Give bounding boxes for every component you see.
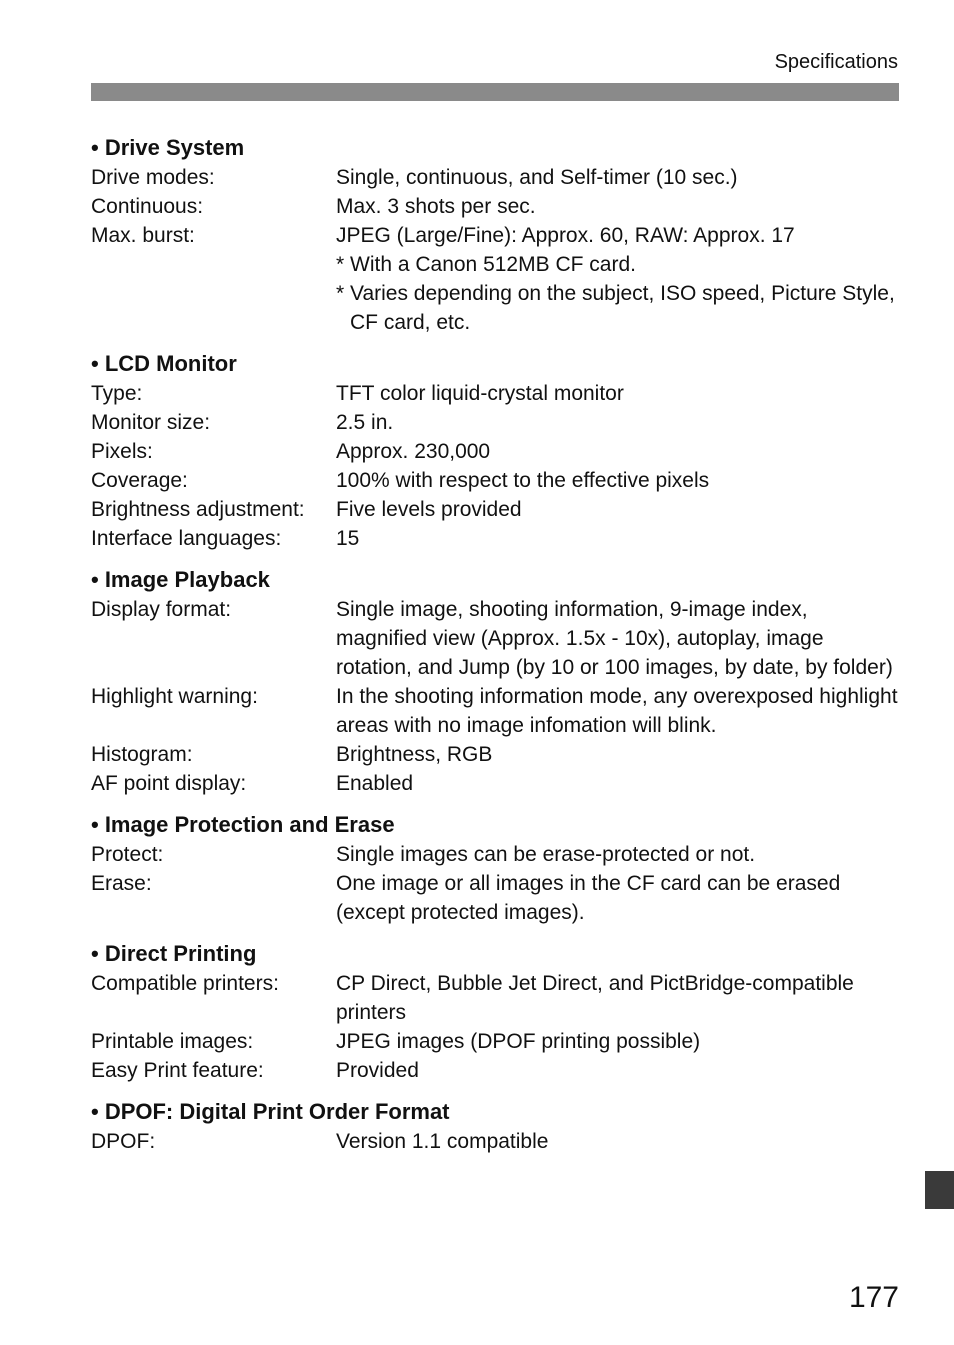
spec-value: Max. 3 shots per sec.: [336, 195, 536, 218]
spec-value: Version 1.1 compatible: [336, 1130, 549, 1153]
section-title: • Image Protection and Erase: [91, 812, 395, 837]
spec-value: One image or all images in the CF card can be erased (except protected images).: [336, 872, 841, 924]
spec-row: [91, 740, 899, 769]
spec-label: DPOF:: [91, 1130, 156, 1153]
spec-row: [91, 379, 899, 408]
spec-row: [91, 840, 899, 869]
spec-label: Display format:: [91, 598, 232, 621]
spec-label: Monitor size:: [91, 411, 211, 434]
section-title: • LCD Monitor: [91, 351, 237, 376]
running-head-title: Specifications: [774, 51, 898, 73]
spec-value: CP Direct, Bubble Jet Direct, and PictBridge-compatible printers: [336, 972, 854, 1024]
spec-value: Brightness, RGB: [336, 743, 493, 766]
spec-value: In the shooting information mode, any overexposed highlight areas with no image infomation will blink.: [336, 685, 898, 737]
section-drive-system: [91, 133, 899, 337]
spec-label: Type:: [91, 382, 143, 405]
spec-value: Five levels provided: [336, 498, 522, 521]
spec-row: [91, 869, 899, 927]
spec-label: Max. burst:: [91, 224, 195, 247]
chapter-tab-marker: [925, 1171, 954, 1209]
spec-row: [91, 969, 899, 1027]
spec-value: Enabled: [336, 772, 414, 795]
spec-label: Pixels:: [91, 440, 153, 463]
spec-value: Single images can be erase-protected or not.: [336, 843, 756, 866]
spec-row: [91, 1127, 899, 1156]
spec-value: Provided: [336, 1059, 419, 1082]
spec-label: Easy Print feature:: [91, 1059, 264, 1082]
header-bar: [91, 83, 899, 101]
spec-row: [91, 524, 899, 553]
spec-value: 100% with respect to the effective pixels: [336, 469, 710, 492]
spec-value: JPEG images (DPOF printing possible): [336, 1030, 701, 1053]
spec-label: Coverage:: [91, 469, 188, 492]
spec-row: [91, 1056, 899, 1085]
spec-row: [91, 408, 899, 437]
spec-label: Brightness adjustment:: [91, 498, 305, 521]
spec-label: AF point display:: [91, 772, 247, 795]
spec-value: 15: [336, 527, 360, 550]
spec-label: Histogram:: [91, 743, 193, 766]
spec-row: [91, 769, 899, 798]
section-image-protection-erase: [91, 810, 899, 927]
spec-label: Drive modes:: [91, 166, 215, 189]
spec-value-group: [336, 221, 899, 337]
section-image-playback: [91, 565, 899, 798]
spec-row: [91, 466, 899, 495]
spec-row: [91, 163, 899, 192]
section-direct-printing: [91, 939, 899, 1085]
spec-value: Single image, shooting information, 9-image index, magnified view (Approx. 1.5x - 10x), autoplay, image rotation, and Jump (by 10 or 100 images, by date, by folder): [336, 598, 893, 679]
spec-row: [91, 595, 899, 682]
section-title: • Direct Printing: [91, 941, 257, 966]
section-dpof: [91, 1097, 899, 1156]
section-title: • Image Playback: [91, 567, 270, 592]
spec-row: [91, 221, 899, 337]
spec-label: Continuous:: [91, 195, 204, 218]
spec-value: 2.5 in.: [336, 411, 394, 434]
page-number: 177: [848, 1281, 899, 1314]
spec-value: TFT color liquid-crystal monitor: [336, 382, 624, 405]
spec-value: Single, continuous, and Self-timer (10 sec.): [336, 166, 738, 189]
section-title: • DPOF: Digital Print Order Format: [91, 1099, 450, 1124]
section-title: • Drive System: [91, 135, 245, 160]
spec-value: JPEG (Large/Fine): Approx. 60, RAW: Approx. 17: [336, 224, 795, 247]
spec-value: Approx. 230,000: [336, 440, 491, 463]
section-lcd-monitor: [91, 349, 899, 553]
spec-label: Highlight warning:: [91, 685, 258, 708]
footnote: * With a Canon 512MB CF card.: [336, 253, 636, 276]
spec-label: Erase:: [91, 872, 152, 895]
spec-row: [91, 192, 899, 221]
spec-content: [91, 133, 899, 1168]
spec-row: [91, 437, 899, 466]
spec-label: Interface languages:: [91, 527, 282, 550]
spec-label: Compatible printers:: [91, 972, 279, 995]
spec-row: [91, 1027, 899, 1056]
spec-label: Printable images:: [91, 1030, 254, 1053]
spec-label: Protect:: [91, 843, 164, 866]
spec-row: [91, 495, 899, 524]
footnote: * Varies depending on the subject, ISO speed, Picture Style, CF card, etc.: [336, 282, 895, 334]
spec-row: [91, 682, 899, 740]
